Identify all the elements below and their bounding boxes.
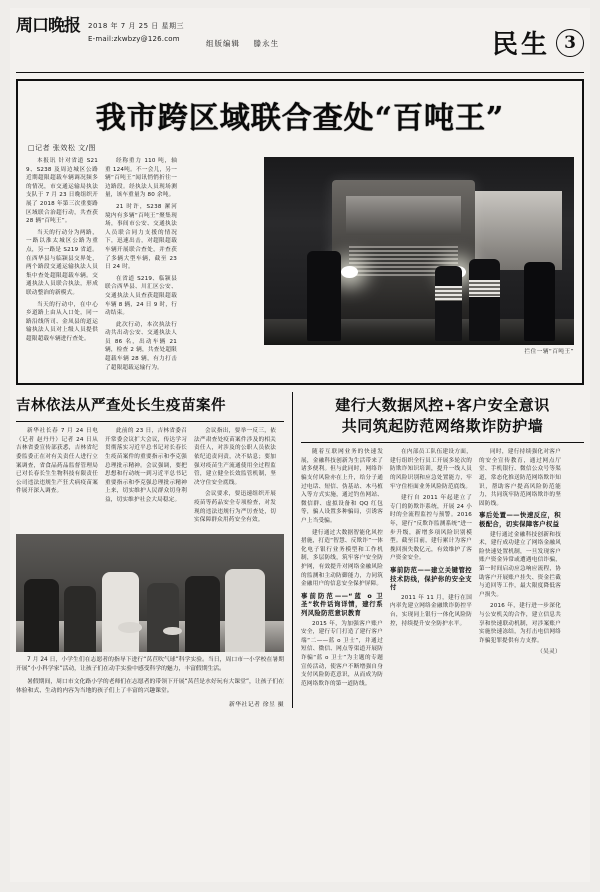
paragraph: 2011 年 11 月，建行在国内率先建立网络金融欺诈防控平台，实现同上银行一体化风险防控，持续提升安全防护水平。 bbox=[390, 594, 472, 627]
paragraph: 随着互联网业务的快速发展，金融科技创新为生活带来了诸多便利。但与此同时，网络诈骗支付风险亦在上升，给分子通过电话、短信、伪基站、木马植入等方式实施，通过钓鱼网站、微信群、虚拟设备和 QQ 红包等，骗人设置多种骗局，引诱客户上当受骗。 bbox=[301, 449, 383, 524]
photo-child-3 bbox=[147, 583, 179, 651]
photo-bowl-1 bbox=[118, 622, 142, 633]
safety-vest bbox=[469, 280, 500, 297]
lead-byline: □记者 张效松 文/图 bbox=[28, 144, 96, 152]
masthead-left bbox=[16, 12, 279, 49]
right-column-2 bbox=[390, 448, 472, 691]
lead-column-2 bbox=[105, 157, 177, 375]
paragraph: 会议指出，要举一反三，依法严肃查处疫苗案件涉及的相关责任人，对涉及的公职人员依法依纪追责问责，决不姑息；要加强对疫苗生产流通使用全过程监管，建立健全长效监管机制，坚决守住安全底线。 bbox=[194, 428, 276, 486]
lower-section bbox=[16, 392, 584, 708]
right-column-1 bbox=[301, 448, 383, 691]
paragraph: 在省道 S219、临颍县联合西华县、川汇区公安、交通执法人员查获超限超载车辆 8 辆，24 日 9 时，行动结束。 bbox=[105, 275, 177, 317]
photo-person-officer-2 bbox=[469, 259, 500, 342]
lead-photo-wrap bbox=[264, 157, 574, 375]
issue-date: 2018 年 7 月 25 日 星期三 bbox=[88, 22, 185, 30]
paragraph: 建行通过金融科技创新和技术，建行成功建立了网络金融风险快速处置机制，一旦发现客户账户资金异常或遭遇电信诈骗，第一时间启动应急响应流程，协助客户开展账户挂失、资金拦截与追回等工作，最大限度降低客户损失。 bbox=[479, 531, 561, 598]
subheading: 事前防范——建立关键管控技术防线，保护你的安全支付 bbox=[390, 565, 472, 592]
paragraph: 此前的 23 日，吉林省委召开常委会议扩大会议，传达学习贯彻落实习近平总书记对长春长生疫苗案件的重要指示和李克强总理批示精神。会议强调，要把思想和行动统一到习近平总书记重要指示和李克强总理批示精神上来，切实维护人民群众切身利益，切实维护社会大局稳定。 bbox=[105, 428, 187, 503]
left-headline: 吉林依法从严查处长生疫苗案件 bbox=[16, 397, 226, 415]
subheading: 事前防范——“蓝 o 卫圣”软件话询详情，建行系列风险防范意识教育 bbox=[301, 591, 383, 617]
photo-child-4 bbox=[185, 576, 220, 652]
left-column-2 bbox=[105, 427, 187, 528]
lead-column-1 bbox=[26, 157, 98, 375]
photo-child-2 bbox=[64, 586, 96, 652]
safety-vest bbox=[435, 286, 463, 301]
page-number: 3 bbox=[556, 29, 584, 57]
left-photo bbox=[16, 534, 284, 652]
paper-sheet bbox=[10, 8, 590, 882]
right-headline-line-1: 建行大数据风控+客户安全意识 bbox=[335, 396, 550, 415]
article-end-credit: （吴灵） bbox=[537, 649, 561, 656]
left-columns bbox=[16, 427, 284, 528]
editor-label: 组版编辑 bbox=[206, 39, 241, 48]
photo-person-officer-3 bbox=[524, 262, 555, 341]
left-story bbox=[16, 392, 293, 708]
divider bbox=[16, 421, 284, 422]
lead-photo-caption: 拦住一辆“百吨王” bbox=[524, 349, 574, 355]
lead-headline: 我市跨区域联合查处“百吨王” bbox=[95, 101, 505, 136]
photo-adult-2 bbox=[225, 569, 265, 652]
lead-body bbox=[26, 157, 574, 375]
right-headline-line-2: 共同筑起防范网络欺诈防护墙 bbox=[341, 417, 544, 436]
paragraph: 经称重力 110 吨，轴重 124吨。不一会儿，另一辆“百吨王”闻讯悄悄折往一边路段。经执法人员现场测量，该车重量为 80 余吨。 bbox=[105, 158, 177, 199]
truck-windshield bbox=[346, 196, 460, 235]
newspaper-logo: 周口晚报 bbox=[16, 16, 80, 36]
photo-child-1 bbox=[24, 579, 59, 652]
paragraph: 建行通过大数据智能化风控措施，打造“智慧、反欺诈”一体化电子银行业务模型和工作机制，多层防线，筑牢客户安全防护网，有效提升对网络金融风险的监测和主动防御能力，力同筑金融用户的信息安全保护屏障。 bbox=[301, 529, 383, 588]
paragraph: 当天的行动分为两路，一路以淮太城区公路为重点，另一路是 S219 省道。在西华县与临颍县交界处，两个路段交通运输执法人员集中查处超限超载车辆。交通执法人员联合执法，形成联动整治的新模式。 bbox=[26, 229, 98, 296]
paragraph: 2016 年，建行进一步深化与公安机关的合作，建立信息共享和快速联动机制，对涉案账户实施快速冻结，为打击电信网络诈骗犯罪提供有力支撑。 bbox=[479, 603, 561, 644]
lead-story bbox=[16, 79, 584, 385]
paragraph: 建行自 2011 年起建立了专门的防欺诈系统，开展 24 小时的全流程监控与预警。2016 年，建行“反欺诈监测系统”进一步升级，新增多项风险识别模型。截至目前，建行累计为客户挽回损失数亿元，有效维护了客户资金安全。 bbox=[390, 495, 472, 562]
paragraph: 同时，建行持续强化对客户的安全宣传教育，通过网点厅堂、手机银行、微信公众号等渠道，常态化推送防范网络欺诈知识，帮助客户提高风险防范能力，共同筑牢防范网络欺诈的坚固防线。 bbox=[479, 449, 561, 507]
right-story bbox=[301, 392, 584, 708]
lead-photo bbox=[264, 157, 574, 345]
paragraph: 在内部员工队伍建设方面，建行组织全行员工开展多轮次的防欺诈知识培训，提升一线人员的风险识别和应急处置能力，牢牢守住柜面业务风险防范底线。 bbox=[390, 449, 472, 490]
paragraph: 此次行动，本次执法行动共出动公安、交通执法人员 86 名，出动车辆 21 辆，检查 2 辆，共查处超限超载车辆 28 辆，有力打击了超限超载运输行为。 bbox=[105, 321, 177, 371]
photo-credit: 新华社记者 徐昱 摄 bbox=[228, 701, 284, 708]
left-column-1 bbox=[16, 427, 98, 528]
masthead bbox=[16, 12, 584, 73]
photo-adult-1 bbox=[102, 572, 140, 652]
contact-email: E-mail:zkwbzy@126.com bbox=[88, 35, 180, 43]
paragraph: 2015 年，为加强客户账户安全，建行专门打造了建行客户端“二——蓝 o 卫士”，并通过短信、微信、网点等渠道开展防诈骗“蓝 o 卫士”为主题的专题宣传活动，使客户不断增强自身支付风险防范意识，从而成为防范网络欺诈的第一道防线。 bbox=[301, 620, 383, 687]
editor-name: 滕永生 bbox=[253, 39, 280, 48]
paragraph: 本报讯 针对省道 S219、S238 及周边城区公路近期超限超载车辆调况频多的情况，市交通运输局执法支队于 7 月 23 日晚组织开展了 2018 年第三次重要路区域联合治超行动，共查获 28 辆“百吨王”。 bbox=[26, 158, 98, 225]
photo-person-photographer bbox=[307, 251, 341, 341]
masthead-right bbox=[492, 12, 584, 61]
right-headline bbox=[301, 394, 584, 436]
paragraph: 会议要求，要迅速组织开展疫苗等药品安全专项检查，对发现的违法违规行为严厉查处，切实保障群众用药安全有效。 bbox=[194, 491, 276, 524]
section-title: 民生 bbox=[491, 30, 550, 60]
paragraph: 21 时许，S238 漯河境内有多辆“百吨王”聚集现场，事间市公安、交通执法人员联合同力支援的情况下，迅速出击，对超限超载车辆开展联合查处，并查获了多辆大型车辆，截至 23 日 24 时。 bbox=[105, 203, 177, 271]
editor-credit bbox=[206, 12, 279, 49]
paragraph: 当天的行动中，在中心乡道路上由从入口处，同一路沿线所司、金凤县的道运输执法人员对上级人员提供超限超载车辆进行查处。 bbox=[26, 301, 98, 342]
lead-text-columns bbox=[26, 157, 258, 375]
left-photo-caption: 7 月 24 日，小学生们在志愿者的指导下进行“莴苣吹气球”科学实验。当日，周口市一小学校在暑期开展“小小科学家”活动，让孩子们在动手实验中感受科学的魅力，丰富假期生活。 bbox=[16, 656, 284, 672]
subheading: 事后处置——快速反应，积极配合，切实保障客户权益 bbox=[479, 511, 561, 528]
left-photo-caption-2: 暑假期间，周口市文化路小学的老师们在志愿者的带领下开展“莴苣是水好玩有大课堂”，让孩子们在体验和式、生动的内容为当地的孩子们上了丰富的兴趣课堂。 bbox=[16, 678, 284, 694]
photo-container-truck bbox=[469, 191, 562, 270]
right-columns bbox=[301, 448, 584, 691]
masthead-meta bbox=[88, 12, 184, 45]
divider bbox=[301, 442, 584, 443]
truck-headlight-left bbox=[341, 266, 358, 279]
photo-person-officer-1 bbox=[435, 266, 463, 341]
right-column-3 bbox=[479, 448, 561, 691]
left-column-3 bbox=[194, 427, 276, 528]
paragraph: 新华社长春 7 月 24 日电（记者 赵丹丹）记者 24 日从吉林省委宣传部获悉，吉林省纪委监委正在对有关责任人进行立案调查，省食品药品监督管理局已对长春长生生物科技有限责任公司违法违规生产狂犬病疫苗案件展开深入调查。 bbox=[16, 428, 98, 495]
